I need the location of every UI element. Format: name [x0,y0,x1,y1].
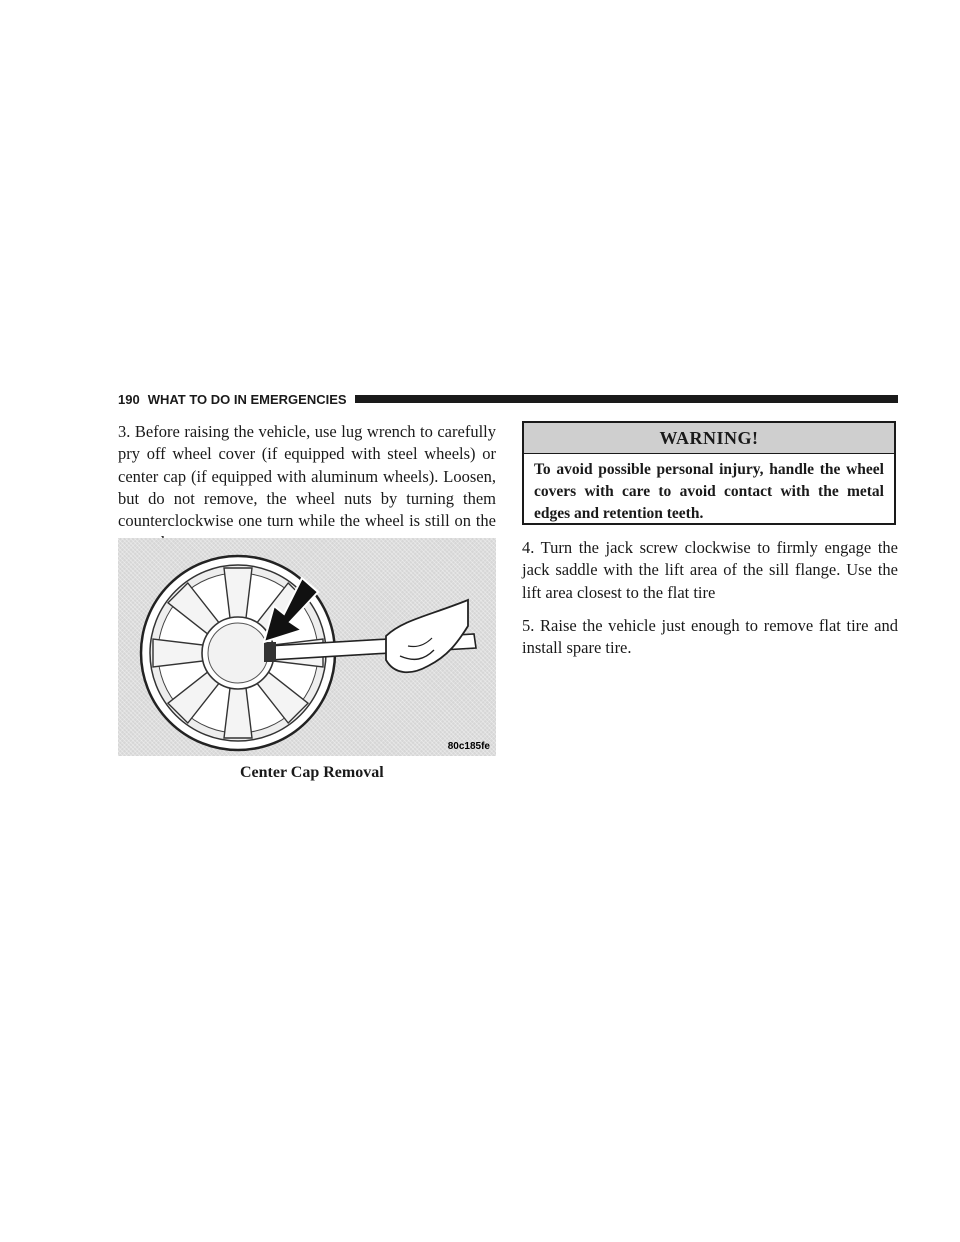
page-header [118,391,898,407]
center-cap-removal-figure [118,538,496,756]
figure-code: 80c185fe [447,741,490,752]
warning-title: WARNING! [524,423,894,454]
warning-body: To avoid possible personal injury, handle the wheel covers with care to avoid contact with the metal edges and retention teeth. [534,461,884,522]
step-5-paragraph: 5. Raise the vehicle just enough to remove flat tire and install spare tire. [522,615,898,658]
section-title: WHAT TO DO IN EMERGENCIES [147,391,347,407]
figure-caption: Center Cap Removal [240,764,384,781]
header-rule [355,395,898,403]
left-column [118,421,496,555]
right-column [522,537,898,659]
wheel-illustration [118,538,496,756]
warning-box [522,421,896,525]
step-4-paragraph: 4. Turn the jack screw clockwise to firmly engage the jack saddle with the lift area of the sill flange. Use the lift area closest to the flat tire [522,538,898,602]
page-number: 190 [118,391,140,407]
step-3-paragraph: 3. Before raising the vehicle, use lug wrench to carefully pry off wheel cover (if equipped with steel wheels) or center cap (if equipped with aluminum wheels). Loosen, but do not remove, the wheel nuts by turning them counterclockwise one turn while the wheel is still on the [118,422,496,531]
